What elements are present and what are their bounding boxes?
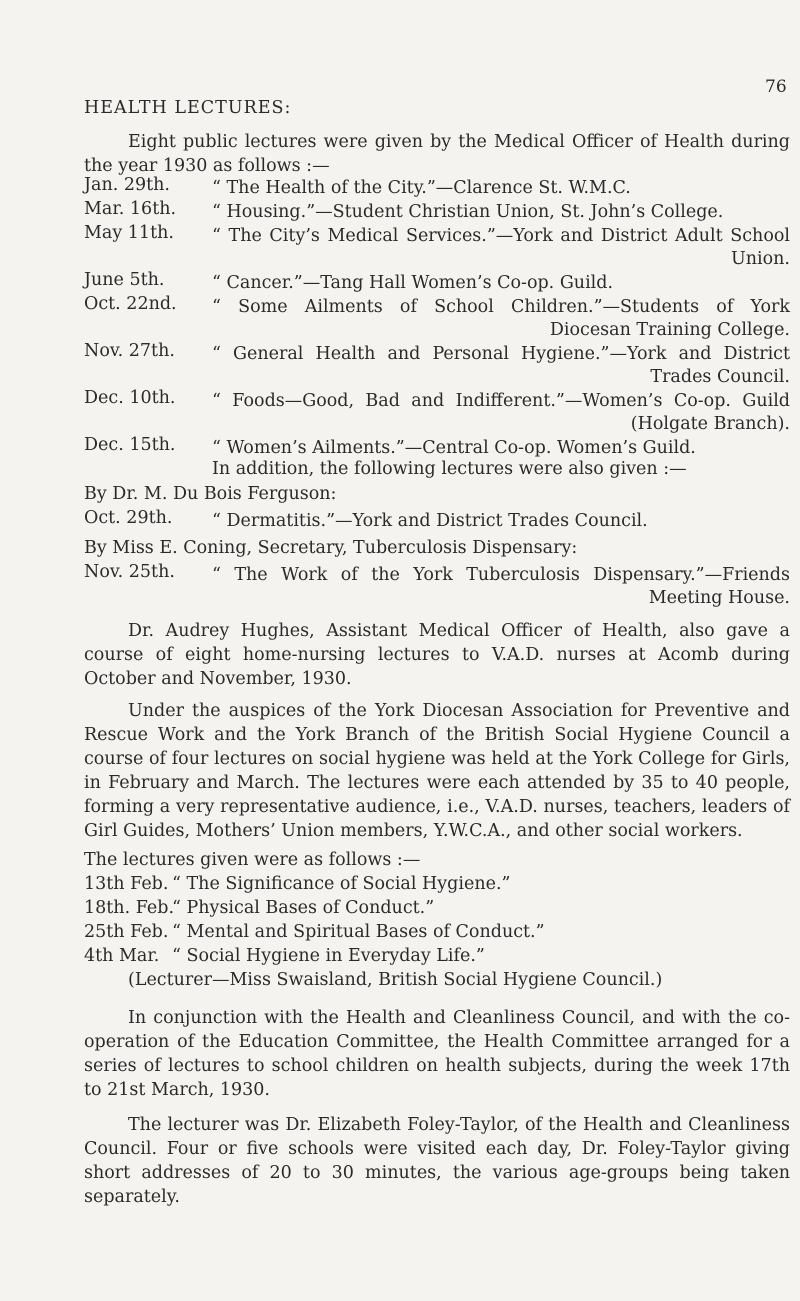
lecture-entry xyxy=(212,390,790,436)
social-lectures-intro: The lectures given were as follows :— xyxy=(84,850,421,870)
lecture-entry xyxy=(212,225,790,271)
lecture-text: “ Some Ailments of School Children.”—Students of York xyxy=(212,297,790,317)
lecture-entry xyxy=(212,564,790,610)
social-lecture-date: 25th Feb. xyxy=(84,922,169,942)
lecture-text: “ Dermatitis.”—York and District Trades Council. xyxy=(212,511,648,531)
lecture-text-continued: Union. xyxy=(731,249,790,269)
page-number: 76 xyxy=(765,77,787,97)
lecture-text: “ General Health and Personal Hygiene.”—York and District xyxy=(212,344,790,364)
lecture-text: “ The City’s Medical Services.”—York and District Adult School xyxy=(212,226,790,246)
lecture-entry xyxy=(212,437,790,460)
lecture-entry xyxy=(212,177,790,200)
lecture-text: “ The Health of the City.”—Clarence St. W.M.C. xyxy=(212,178,631,198)
lecture-entry xyxy=(212,510,790,533)
lecture-date: Oct. 29th. xyxy=(84,508,173,528)
lecture-text: “ The Work of the York Tuberculosis Dispensary.”—Friends xyxy=(212,565,790,585)
social-lecture-date: 13th Feb. xyxy=(84,874,169,894)
social-lecture-title: “ Physical Bases of Conduct.” xyxy=(172,898,435,918)
lecture-date: Dec. 10th. xyxy=(84,388,176,408)
diocesan-paragraph: Under the auspices of the York Diocesan Association for Preventive and Rescue Work and the York Branch of the British Social Hygiene Council a course of four lectures on social hygiene was held at the York College for Girls, in February and March. The lectures were each attended by 35 to 40 people, forming a very representative audience, i.e., V.A.D. nurses, teachers, leaders of Girl Guides, Mothers’ Union members, Y.W.C.A., and other social workers. xyxy=(84,701,790,841)
hughes-paragraph: Dr. Audrey Hughes, Assistant Medical Officer of Health, also gave a course of eight home-nursing lectures to V.A.D. nurses at Acomb during October and November, 1930. xyxy=(84,621,790,689)
lecture-date: Dec. 15th. xyxy=(84,435,176,455)
intro-paragraph: Eight public lectures were given by the Medical Officer of Health during the year 1930 as follows :— xyxy=(84,132,790,176)
section-heading: HEALTH LECTURES: xyxy=(84,98,292,118)
lecture-date: June 5th. xyxy=(84,270,165,290)
social-lecturer-note: (Lecturer—Miss Swaisland, British Social Hygiene Council.) xyxy=(128,970,663,990)
lecture-date: Oct. 22nd. xyxy=(84,294,177,314)
ferguson-by-line: By Dr. M. Du Bois Ferguson: xyxy=(84,484,337,504)
lecture-entry xyxy=(212,201,790,224)
lecture-date: Nov. 27th. xyxy=(84,341,175,361)
lecture-text-continued: Diocesan Training College. xyxy=(549,320,790,340)
social-lecture-title: “ Mental and Spiritual Bases of Conduct.” xyxy=(172,922,545,942)
social-lecture-title: “ The Significance of Social Hygiene.” xyxy=(172,874,511,894)
coning-by-line: By Miss E. Coning, Secretary, Tuberculosis Dispensary: xyxy=(84,538,578,558)
lecture-text: “ Foods—Good, Bad and Indifferent.”—Women’s Co-op. Guild xyxy=(212,391,790,411)
lecture-date: Mar. 16th. xyxy=(84,199,177,219)
lecture-text-continued: (Holgate Branch). xyxy=(630,414,790,434)
lecture-text: “ Housing.”—Student Christian Union, St. John’s College. xyxy=(212,202,724,222)
lecture-date: May 11th. xyxy=(84,223,174,243)
social-lecture-title: “ Social Hygiene in Everyday Life.” xyxy=(172,946,485,966)
addition-intro: In addition, the following lectures were also given :— xyxy=(212,459,687,479)
lecture-text: “ Women’s Ailments.”—Central Co-op. Women’s Guild. xyxy=(212,438,696,458)
lecturer-paragraph: The lecturer was Dr. Elizabeth Foley-Taylor, of the Health and Cleanliness Council. Four or five schools were visited each day, Dr. Foley-Taylor giving short addresses of 20 to 30 minutes, the various age-groups being taken separately. xyxy=(84,1115,790,1207)
social-lecture-date: 18th. Feb. xyxy=(84,898,175,918)
lecture-text: “ Cancer.”—Tang Hall Women’s Co-op. Guild. xyxy=(212,273,614,293)
lecture-date: Nov. 25th. xyxy=(84,562,175,582)
lecture-entry xyxy=(212,296,790,342)
social-lecture-date: 4th Mar. xyxy=(84,946,160,966)
lecture-entry xyxy=(212,343,790,389)
lecture-entry xyxy=(212,272,790,295)
lecture-date: Jan. 29th. xyxy=(84,175,170,195)
lecture-text-continued: Trades Council. xyxy=(650,367,790,387)
conjunction-paragraph: In conjunction with the Health and Cleanliness Council, and with the co-operation of the Education Committee, the Health Committee arranged for a series of lectures to school children on health subjects, during the week 17th to 21st March, 1930. xyxy=(84,1008,790,1100)
lecture-text-continued: Meeting House. xyxy=(648,588,790,608)
